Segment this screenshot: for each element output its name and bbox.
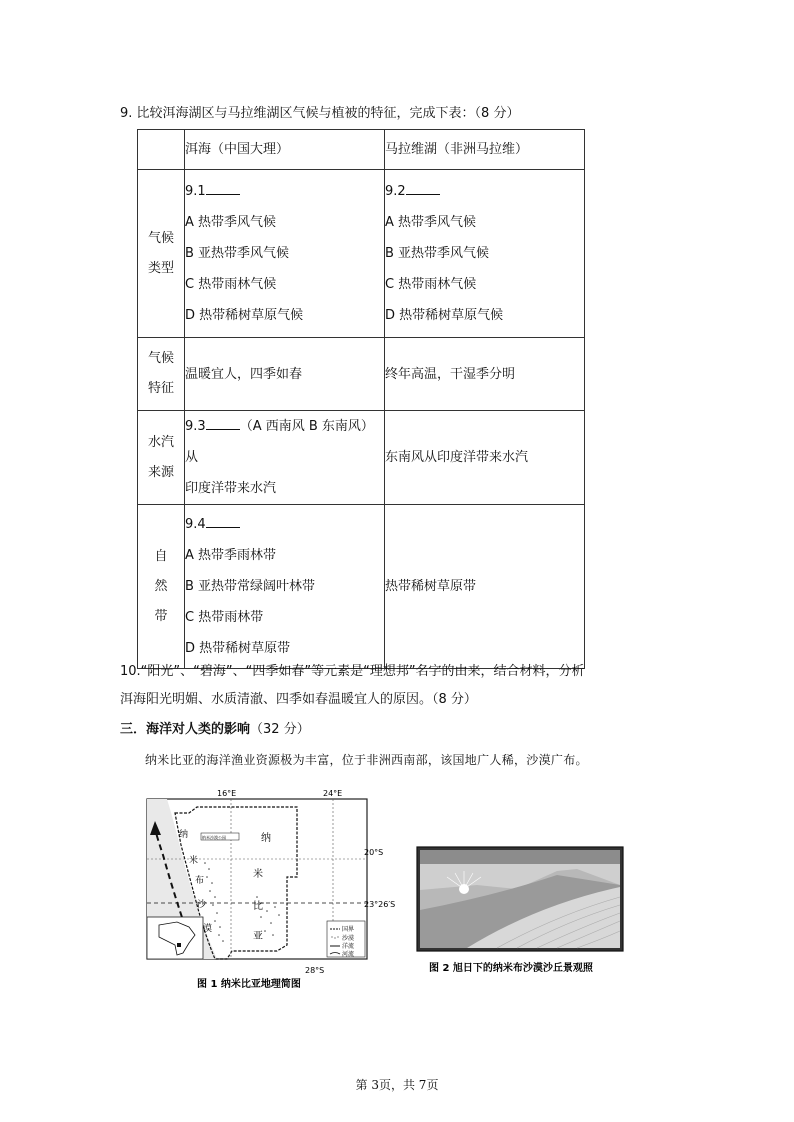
question-10: 10.“阳光”、“碧海”、“四季如春”等元素是“理想邦”名字的由来，结合材料，分析 洱海阳光明媚、水质清澈、四季如春温暖宜人的原因。（8 分） xyxy=(120,664,585,707)
climate-feature-malawi: 终年高温，干湿季分明 xyxy=(385,338,585,411)
question-9-4-number: 9.4 xyxy=(185,517,206,532)
figures-panel xyxy=(137,785,631,992)
row-label-climate-feature: 气候 特征 xyxy=(138,338,185,411)
vapor-source-erhai-cell: 9.3 （A 西南风 B 东南风）从 印度洋带来水汽 xyxy=(185,411,385,505)
comparison-table xyxy=(137,129,585,669)
question-9-2-number: 9.2 xyxy=(385,184,406,199)
namibia-locator xyxy=(177,943,181,947)
header-malawi: 马拉维湖（非洲马拉维） xyxy=(385,130,585,170)
section-3-heading: 三．海洋对人类的影响（32 分） xyxy=(120,722,310,737)
country-char-4: 亚 xyxy=(253,931,263,942)
lat-28s-label: 28°S xyxy=(305,966,325,975)
option-c: C 热带雨林气候 xyxy=(385,277,477,292)
option-a: A 热带季风气候 xyxy=(385,215,477,230)
country-char-2: 米 xyxy=(253,869,263,880)
lat-23-label: 23°26′S xyxy=(364,900,396,909)
legend-river-label: 河流 xyxy=(342,951,355,958)
header-erhai: 洱海（中国大理） xyxy=(185,130,385,170)
option-a: A 热带季风气候 xyxy=(185,215,277,230)
option-b: B 亚热带季风气候 xyxy=(385,246,490,261)
row-label-climate-type: 气候 类型 xyxy=(138,170,185,338)
option-d: D 热带稀树草原带 xyxy=(185,641,291,656)
legend-desert-label: 沙漠 xyxy=(342,935,355,942)
dune-photo xyxy=(417,847,623,951)
option-d: D 热带稀树草原气候 xyxy=(385,308,504,323)
section-3-intro: 纳米比亚的海洋渔业资源极为丰富，位于非洲西南部，该国地广人稀，沙漠广布。 xyxy=(145,753,588,767)
desert-char-4: 沙 xyxy=(197,900,207,910)
figure-2-caption: 图 2 旭日下的纳米布沙漠沙丘景观照 xyxy=(429,963,593,974)
climate-type-erhai-cell xyxy=(185,170,385,338)
answer-blank-9-2[interactable] xyxy=(406,182,440,195)
question-9-3-number: 9.3 xyxy=(185,419,206,434)
answer-blank-9-1[interactable] xyxy=(206,182,240,195)
figure-1-caption: 图 1 纳米比亚地理简图 xyxy=(197,979,301,990)
row-label-vapor-source: 水汽 来源 xyxy=(138,411,185,505)
lon-24e-label: 24°E xyxy=(323,789,343,798)
page-footer: 第 3页，共 7页 xyxy=(355,1078,439,1092)
climate-type-malawi-cell xyxy=(385,170,585,338)
table-corner-cell xyxy=(138,130,185,170)
option-b: B 亚热带季风气候 xyxy=(185,246,290,261)
vapor-source-malawi: 东南风从印度洋带来水汽 xyxy=(385,411,585,505)
park-label: 纳米沙漠公园 xyxy=(202,835,226,840)
country-char-1: 纳 xyxy=(261,833,271,844)
desert-char-1: 纳 xyxy=(179,830,189,840)
option-c: C 热带雨林气候 xyxy=(185,277,277,292)
country-char-3: 比 xyxy=(253,901,263,912)
natural-zone-malawi: 热带稀树草原带 xyxy=(385,505,585,669)
answer-blank-9-3[interactable] xyxy=(206,417,240,430)
row-label-natural-zone: 自 然 带 xyxy=(138,505,185,669)
answer-blank-9-4[interactable] xyxy=(206,515,240,528)
legend-border-label: 国界 xyxy=(342,926,355,933)
desert-char-2: 米 xyxy=(189,856,199,866)
natural-zone-erhai-cell xyxy=(185,505,385,669)
namibia-map-figure xyxy=(137,785,631,992)
desert-char-3: 布 xyxy=(195,876,205,886)
climate-feature-erhai: 温暖宜人，四季如春 xyxy=(185,338,385,411)
legend-current-label: 洋流 xyxy=(342,943,355,950)
option-a: A 热带季雨林带 xyxy=(185,548,277,563)
lon-16e-label: 16°E xyxy=(217,789,237,798)
option-b: B 亚热带常绿阔叶林带 xyxy=(185,579,316,594)
question-9-title: 9. 比较洱海湖区与马拉维湖区气候与植被的特征，完成下表：（8 分） xyxy=(120,106,520,121)
lat-20s-label: 20°S xyxy=(364,848,384,857)
desert-char-5: 漠 xyxy=(203,924,213,934)
option-d: D 热带稀树草原气候 xyxy=(185,308,304,323)
question-9-1-number: 9.1 xyxy=(185,184,206,199)
option-c: C 热带雨林带 xyxy=(185,610,264,625)
